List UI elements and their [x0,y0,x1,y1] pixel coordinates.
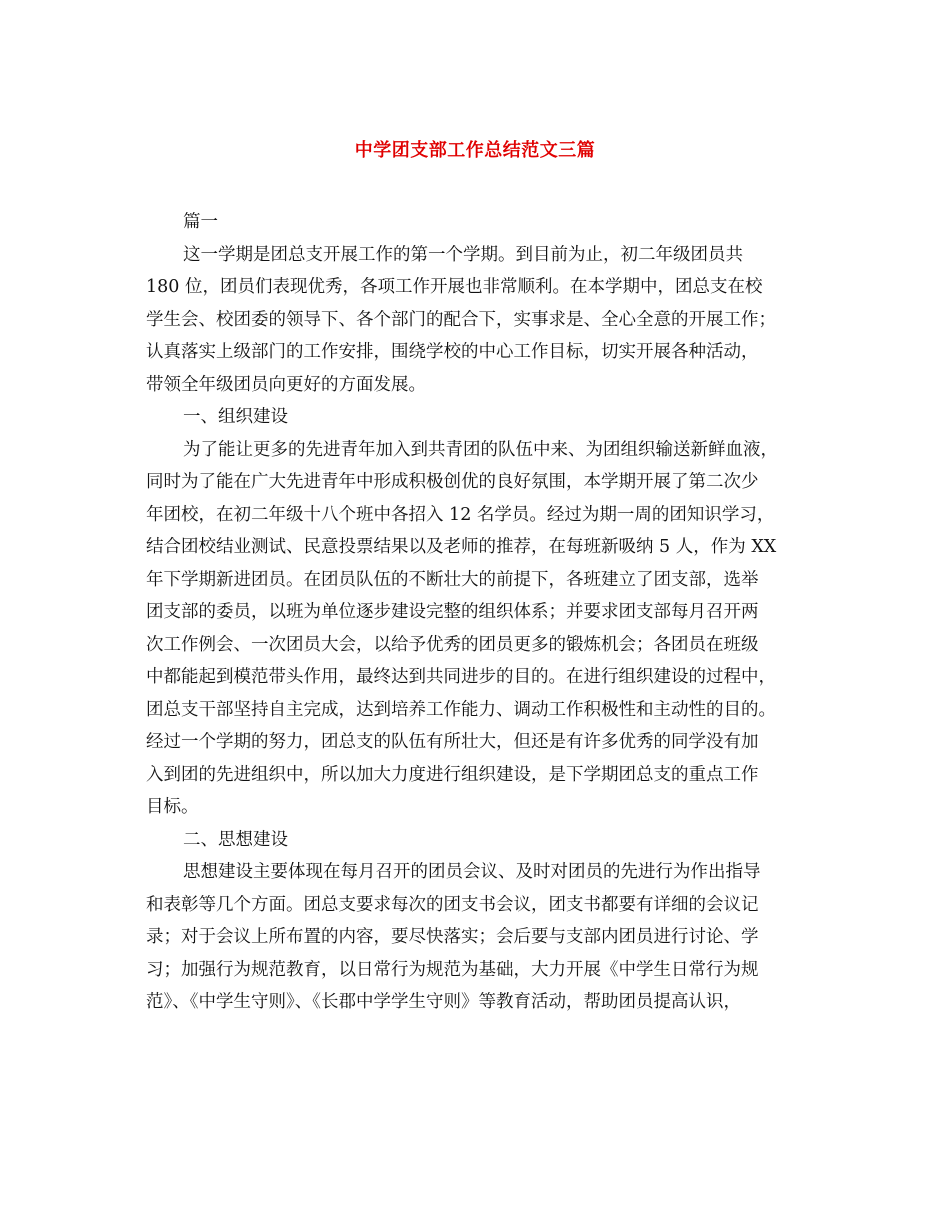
document-body [146,206,812,1019]
text-line: 带领全年级团员向更好的方面发展。 [146,374,426,395]
text-line: 思想建设主要体现在每月召开的团员会议、及时对团员的先进行为作出指导 [183,862,761,882]
text-line: 次工作例会、一次团员大会，以给予优秀的团员更多的锻炼机会；各团员在班级 [146,634,759,655]
text-line: 篇一 [183,212,218,232]
text-line: 中都能起到模范带头作用，最终达到共同进步的目的。在进行组织建设的过程中， [146,667,776,687]
text-line: 范》、《中学生守则》、《长郡中学学生守则》等教育活动，帮助团员提高认识， [146,992,741,1012]
text-line: 团总支干部坚持自主完成，达到培养工作能力、调动工作积极性和主动性的目的。 [146,699,776,720]
text-line: 年团校，在初二年级十八个班中各招入 12 名学员。经过为期一周的团知识学习， [146,504,775,525]
text-line: 这一学期是团总支开展工作的第一个学期。到目前为止，初二年级团员共 [183,244,743,265]
text-line: 学生会、校团委的领导下、各个部门的配合下，实事求是、全心全意的开展工作； [146,309,776,330]
text-line: 和表彰等几个方面。团总支要求每次的团支书会议，团支书都要有详细的会议记 [146,894,759,915]
text-line: 目标。 [146,797,199,817]
text-line: 同时为了能在广大先进青年中形成积极创优的良好氛围，本学期开展了第二次少 [146,472,759,492]
text-line: 认真落实上级部门的工作安排，围绕学校的中心工作目标，切实开展各种活动， [146,342,759,362]
text-line: 一、组织建设 [183,407,288,427]
text-line: 二、思想建设 [183,829,288,850]
text-line: 经过一个学期的努力，团总支的队伍有所壮大，但还是有许多优秀的同学没有加 [146,732,759,752]
text-line: 录；对于会议上所布置的内容，要尽快落实；会后要与支部内团员进行讨论、学 [146,927,759,947]
text-line: 结合团校结业测试、民意投票结果以及老师的推荐，在每班新吸纳 5 人，作为 XX [146,537,777,557]
text-line: 180 位，团员们表现优秀，各项工作开展也非常顺利。在本学期中，团总支在校 [146,277,763,297]
text-line: 为了能让更多的先进青年加入到共青团的队伍中来、为团组织输送新鲜血液， [183,439,778,460]
text-line: 入到团的先进组织中，所以加大力度进行组织建设，是下学期团总支的重点工作 [146,764,759,785]
document-title: 中学团支部工作总结范文三篇 [354,140,596,161]
text-line: 习；加强行为规范教育，以日常行为规范为基础，大力开展《中学生日常行为规 [146,959,759,980]
text-line: 年下学期新进团员。在团员队伍的不断壮大的前提下，各班建立了团支部，选举 [146,569,759,590]
text-line: 团支部的委员，以班为单位逐步建设完整的组织体系；并要求团支部每月召开两 [146,602,759,622]
